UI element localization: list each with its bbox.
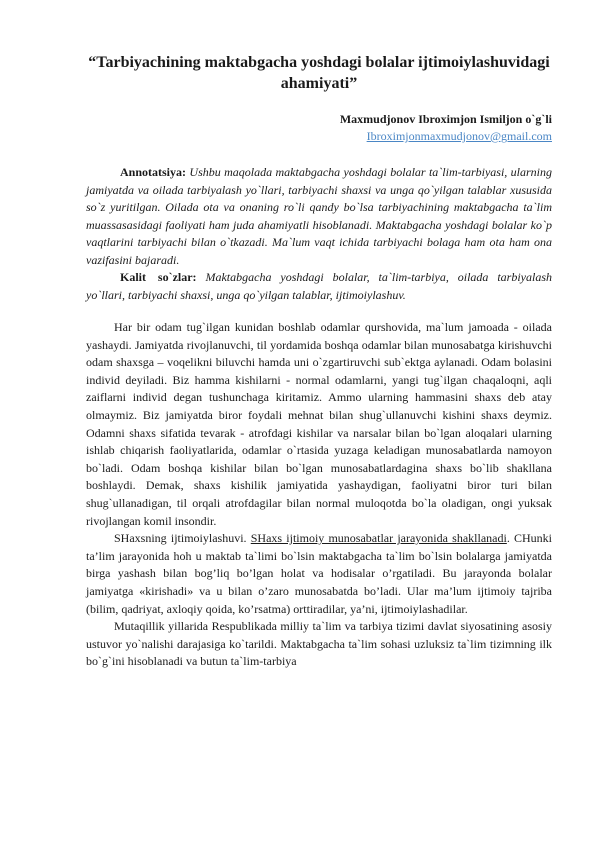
body-paragraph-1: Har bir odam tug`ilgan kunidan boshlab odamlar qurshovida, ma`lum jamoada - oilada yashaydi. Jamiyatda rivojlanuvchi, til yordamida boshqa odamlar bilan munosabatga kirishuvchi odam shaxsga – voqelikni biluvchi hamda uni o`zgartiruvchi sub`ektga aylanadi. Odam bolasini individ deyiladi. Biz hamma kishilarni - normal odamlarni, yangi tug`ilgan chaqaloqni, aqli zaiflarni individ degan tushunchaga kiritamiz. Ammo ularning hammasini shaxs deb atay olmaymiz. Biz jamiyatda biror foydali mehnat bilan shug`ullanuvchi kishini shaxs deymiz. Odamni shaxs sifatida tevarak - atrofdagi kishilar va narsalar bilan bo`lgan aloqalari ularning ishlab chiqarish faoliyatlarida, odamlar o`rtasida yuzaga keladigan munosabatlarda namoyon bo`ladi. Odam boshqa kishilar bilan bo`lgan munosabatlardagina shaxs bo`lib shakllana boshlaydi. Demak, shaxs kishilik jamiyatida yashaydigan, faoliyatni biror turi bilan shug`ullanadigan, til orqali atrofdagilar bilan normal muloqotda bo`la oladigan, ongi yuksak rivojlangan komil insondir. [86,320,552,528]
keywords-section [86,269,552,304]
keywords-text: Maktabgacha yoshdagi bolalar, ta`lim-tarbiya, oilada tarbiyalash yo`llari, tarbiyachi shaxsi, unga qo`yilgan talablar, ijtimoiylashuv. [86,270,553,302]
body-paragraph-3: Mutaqillik yillarida Respublikada milliy ta`lim va tarbiya tizimi davlat siyosatining asosiy ustuvor yo`nalishi darajasiga ko`tarildi. Maktabgacha ta`lim sohasi uzluksiz ta`lim tizimning ilk bo`g`ini hisoblanadi va butun ta`lim-tarbiya [86,619,552,669]
body-paragraph-2 [86,530,552,618]
paragraph-2-rest: . CHunki ta’lim jarayonida hoh u maktab ta`limi bo`lsin maktabgacha ta`lim bo`lsin bolalarga jamiyatda birga yashash bilan bog’liq bo’lgan holat va hodisalar o’rgatiladi. Bu jarayonda bolalar jamiyatga «kirishadi» va u bilan o’zaro munosabatda bo’ladi. Ular ma’lum ijtimoiy tajriba (bilim, qadriyat, axloqiy qoida, ko’rsatma) orttiradilar, ya’ni, ijtimoiylashadilar. [86,531,553,616]
author-email-link[interactable]: Ibroximjonmaxmudjonov@gmail.com [366,129,552,143]
abstract-section [86,164,552,269]
author-name: Maxmudjonov Ibroximjon Ismiljon o`g`li [339,112,552,126]
paragraph-2-underlined-phrase: SHaxs ijtimoiy munosabatlar jarayonida shakllanadi [250,531,507,546]
abstract-text: Ushbu maqolada maktabgacha yoshdagi bolalar ta`lim-tarbiyasi, ularning jamiyatda va oilada tarbiyalash yo`llari, tarbiyachi shaxsi va unga qo`yilgan talablar xususida so`z yuritilgan. Oilada ota va onaning ro`li qandy bo`lsa tarbiyachining maktabgacha ta`lim muassasasidagi faoliyati ham juda ahamiyatli hisoblanadi. Maktabgacha yoshdagi bolalar ko`p vaqtlarini tarbiyachi bilan o`tkazadi. Ma`lum vaqt ichida tarbiyachi bolaga ham ota ham ona vazifasini bajaradi. [86,165,553,267]
article-title: “Tarbiyachining maktabgacha yoshdagi bolalar ijtimoiylashuvidagi ahamiyati” [88,54,550,92]
paragraph-2-lead: SHaxsning ijtimoiylashuvi. [114,531,247,546]
keywords-label: Kalit so`zlar: [120,270,197,284]
document-page [86,52,552,671]
abstract-label: Annotatsiya: [120,165,187,179]
